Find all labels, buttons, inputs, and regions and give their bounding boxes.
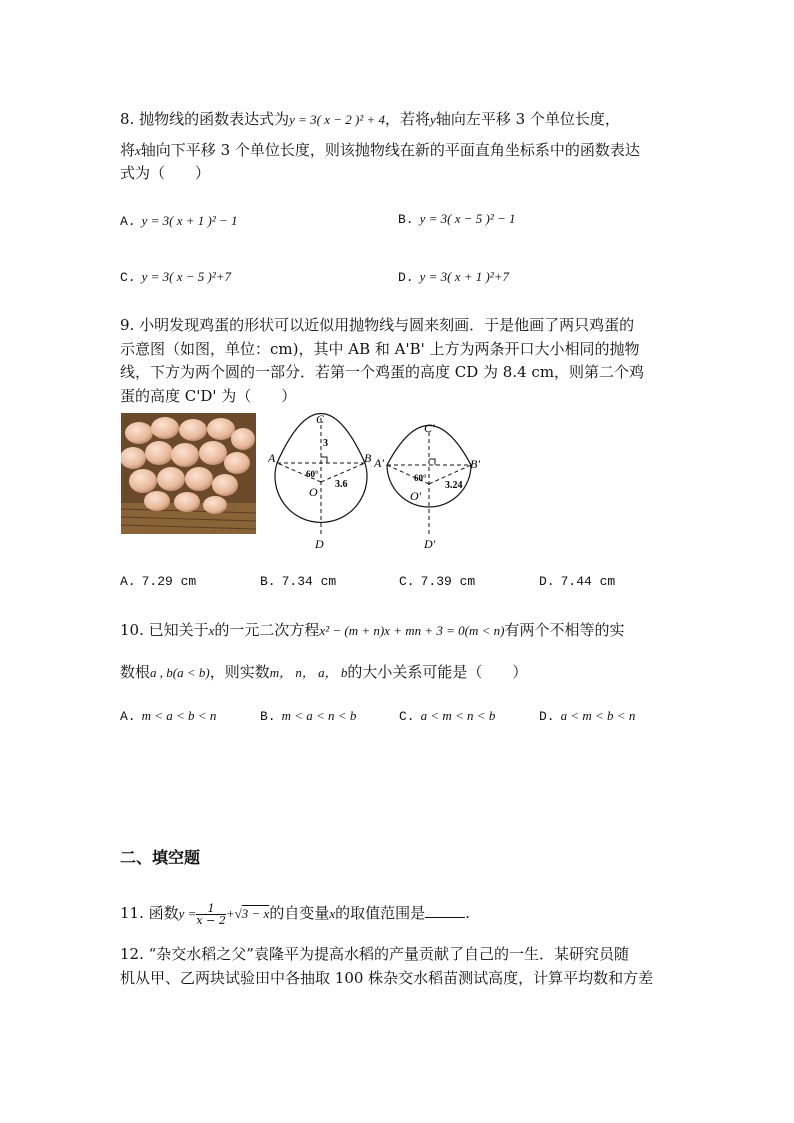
q12-line2: 机从甲、乙两块试验田中各抽取 100 株杂交水稻苗测试高度，计算平均数和方差 [120, 969, 654, 987]
option-label: D. [539, 574, 555, 589]
q8-expression: y = 3( x − 2 )² + 4 [289, 112, 386, 127]
option-expr: y = 3( x + 1 )² − 1 [141, 213, 238, 228]
q11-text: 11. 函数 [120, 904, 179, 922]
point-b-label: B [364, 451, 372, 465]
angle-label: 60° [306, 469, 319, 479]
var-x: x [329, 906, 336, 921]
option-label: A. [120, 709, 136, 724]
length-36-label: 3.6 [335, 479, 348, 490]
q8-text: 8. 抛物线的函数表达式为 [120, 110, 290, 128]
option-label: B. [398, 212, 414, 227]
point-a-label: A [268, 451, 276, 465]
point-d-label: D [315, 537, 324, 551]
option-text: 7.44 cm [560, 574, 616, 589]
q8-text: 将 [120, 141, 136, 159]
point-o-label: O [309, 485, 318, 499]
q12-line1: 12. “杂交水稻之父”袁隆平为提高水稻的产量贡献了自己的一生．某研究员随 [120, 945, 629, 963]
option-expr: a < m < b < n [560, 708, 636, 723]
q10-text: 的大小关系可能是（ ） [347, 663, 528, 681]
q8-text: 轴向左平移 3 个单位长度， [435, 110, 620, 128]
q11-line [120, 902, 470, 926]
option-label: A. [120, 574, 136, 589]
q8-line3: 式为（ ） [120, 164, 211, 182]
q8-text: 轴向下平移 3 个单位长度，则该抛物线在新的平面直角坐标系中的函数表达 [140, 141, 640, 159]
q10-text: 10. 已知关于 [120, 621, 209, 639]
option-label: C. [399, 574, 415, 589]
q11-text: 的自变量 [269, 904, 330, 922]
option-expr: y = 3( x − 5 )²+7 [141, 269, 232, 284]
sqrt-radicand: 3 − x [241, 906, 270, 921]
q9-option-a[interactable] [120, 570, 202, 593]
option-label: C. [120, 270, 136, 285]
option-expr: m < a < b < n [141, 708, 217, 723]
option-text: 7.29 cm [141, 574, 197, 589]
option-label: B. [260, 574, 276, 589]
length-3-label: 3 [323, 438, 328, 449]
q8-option-c[interactable] [120, 266, 231, 289]
q8-line1 [120, 108, 620, 131]
option-text: 7.34 cm [281, 574, 337, 589]
option-label: D. [539, 709, 555, 724]
point-o-prime-label: O' [410, 489, 422, 503]
q8-option-b[interactable] [398, 208, 516, 231]
option-text: 7.39 cm [420, 574, 476, 589]
section-heading: 二、填空题 [120, 848, 201, 867]
point-b-prime-label: B' [470, 457, 480, 471]
q10-line1 [120, 619, 625, 642]
point-c-label: C [316, 412, 325, 426]
point-c-prime-label: C' [424, 421, 435, 435]
q10-text: 的一元二次方程 [214, 621, 320, 639]
q10-option-b[interactable] [260, 705, 356, 728]
q10-text: 数根 [120, 663, 151, 681]
q9-line4: 蛋的高度 C'D' 为（ ） [120, 387, 297, 405]
q10-text: ，则实数 [209, 663, 270, 681]
option-label: A. [120, 214, 136, 229]
option-expr: y = 3( x + 1 )²+7 [419, 269, 510, 284]
point-a-prime-label: A' [374, 456, 384, 470]
q9-option-b[interactable] [260, 570, 342, 593]
q11-fraction [196, 903, 225, 926]
plus-sign: + [225, 906, 235, 921]
q10-option-d[interactable] [539, 705, 635, 728]
q9-option-d[interactable] [539, 570, 621, 593]
fraction-numerator: 1 [196, 903, 225, 915]
q10-text: 有两个不相等的实 [504, 621, 625, 639]
option-expr: m < a < n < b [281, 708, 357, 723]
q9-option-c[interactable] [399, 570, 481, 593]
option-label: B. [260, 709, 276, 724]
q10-roots: a , b(a < b) [150, 665, 210, 680]
option-label: C. [399, 709, 415, 724]
q10-line2 [120, 661, 527, 684]
length-324-label: 3.24 [445, 480, 463, 491]
q10-equation: x² − (m + n)x + mn + 3 = 0(m < n) [319, 623, 505, 638]
angle-label: 60° [414, 473, 427, 483]
option-label: D. [398, 270, 414, 285]
egg-basket-photo [121, 413, 256, 534]
q11-text: 的取值范围是 [335, 904, 426, 922]
var-y: y [430, 112, 436, 127]
q10-option-c[interactable] [399, 705, 495, 728]
q11-y: y = [178, 906, 197, 921]
q8-option-d[interactable] [398, 266, 509, 289]
q8-option-a[interactable] [120, 210, 238, 233]
q8-text: ，若将 [385, 110, 431, 128]
q9-line3: 线，下方为两个圆的一部分．若第一个鸡蛋的高度 CD 为 8.4 cm，则第二个鸡 [120, 363, 645, 381]
egg-diagram-1 [268, 408, 378, 553]
point-d-prime-label: D' [424, 537, 436, 551]
fraction-denominator: x − 2 [196, 913, 226, 927]
var-x: x [135, 143, 141, 158]
egg-diagram-2 [374, 418, 494, 553]
option-expr: y = 3( x − 5 )² − 1 [419, 211, 516, 226]
q10-option-a[interactable] [120, 705, 216, 728]
var-x: x [208, 623, 215, 638]
q9-line1: 9. 小明发现鸡蛋的形状可以近似用抛物线与圆来刻画．于是他画了两只鸡蛋的 [120, 316, 635, 334]
q11-text: . [465, 904, 470, 922]
q8-line2 [120, 139, 640, 162]
q9-line2: 示意图（如图，单位：cm)，其中 AB 和 A'B' 上方为两条开口大小相同的抛物 [120, 340, 640, 358]
answer-blank[interactable] [425, 903, 465, 918]
q10-vars: m， n， a， b [269, 665, 348, 680]
option-expr: a < m < n < b [420, 708, 496, 723]
sqrt-sign: √ [234, 906, 242, 921]
